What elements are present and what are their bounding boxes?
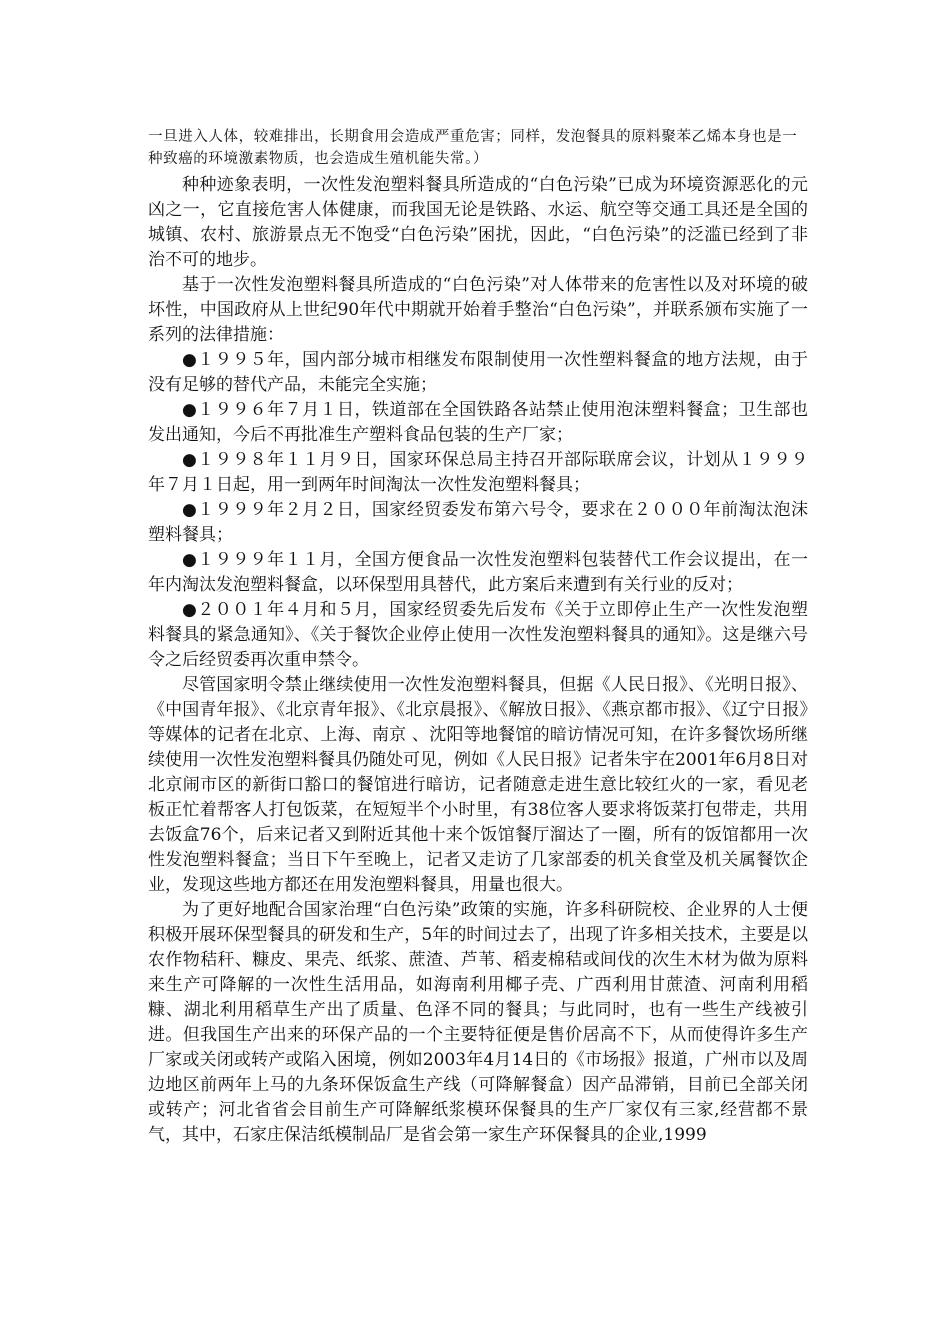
footnote-continuation: 一旦进入人体，较难排出，长期食用会造成严重危害；同样，发泡餐具的原料聚苯乙烯本身也是一种致癌的环境激素物质，也会造成生殖机能失常。） <box>148 129 798 167</box>
list-item: ●１９９９年１１月，全国方便食品一次性发泡塑料包装替代工作会议提出，在一年内淘汰发泡塑料餐盒，以环保型用具替代，此方案后来遭到有关行业的反对； <box>148 550 808 595</box>
list-item: ●２００１年４月和５月，国家经贸委先后发布《关于立即停止生产一次性发泡塑料餐具的紧急通知》、《关于餐饮企业停止使用一次性发泡塑料餐具的通知》。这是继六号令之后经贸委再次重申禁令。 <box>148 600 808 670</box>
paragraph-eco-tableware: 为了更好地配合国家治理“白色污染”政策的实施，许多科研院校、企业界的人士便积极开展环保型餐具的研发和生产，5年的时间过去了，出现了许多相关技术，主要是以农作物秸秆、糠皮、果壳、纸浆、蔗渣、芦苇、稻麦棉秸或间伐的次生木材为做为原料来生产可降解的一次性生活用品，如海南利用椰子壳、广西利用甘蔗渣、河南利用稻糠、湖北利用稻草生产出了质量、色泽不同的餐具；与此同时，也有一些生产线被引进。但我国生产出来的环保产品的一个主要特征便是售价居高不下，从而使得许多生产厂家或关闭或转产或陷入困境，例如2003年4月14日的《市场报》报道，广州市以及周边地区前两年上马的九条环保饭盒生产线（可降解餐盒）因产品滞销，目前已全部关闭或转产；河北省省会目前生产可降解纸浆模环保餐具的生产厂家仅有三家,经营都不景气，其中，石家庄保洁纸模制品厂是省会第一家生产环保餐具的企业,1999 <box>148 900 808 1145</box>
list-item: ●１９９８年１１月９日，国家环保总局主持召开部际联席会议，计划从１９９９年７月１日起，用一到两年时间淘汰一次性发泡塑料餐具； <box>148 450 808 495</box>
list-item: ●１９９９年２月２日，国家经贸委发布第六号令，要求在２０００年前淘汰泡沫塑料餐具； <box>148 500 808 545</box>
list-item: ●１９９６年７月１日，铁道部在全国铁路各站禁止使用泡沫塑料餐盒；卫生部也发出通知，今后不再批准生产塑料食品包装的生产厂家； <box>148 400 808 445</box>
paragraph-media-reports: 尽管国家明令禁止继续使用一次性发泡塑料餐具，但据《人民日报》、《光明日报》、《中国青年报》、《北京青年报》、《北京晨报》、《解放日报》、《燕京都市报》、《辽宁日报》等媒体的记者在北京、上海、南京 、沈阳等地餐馆的暗访情况可知，在许多餐饮场所继续使用一次性发泡塑料餐具仍随处可见，例如《人民日报》记者朱宇在2001年6月8日对北京闹市区的新街口豁口的餐馆进行暗访，记者随意走进生意比较红火的一家，看见老板正忙着帮客人打包饭菜，在短短半个小时里，有38位客人要求将饭菜打包带走，共用去饭盒76个，后来记者又到附近其他十来个饭馆餐厅溜达了一圈，所有的饭馆都用一次性发泡塑料餐盒；当日下午至晚上，记者又走访了几家部委的机关食堂及机关属餐饮企业，发现这些地方都还在用发泡塑料餐具，用量也很大。 <box>148 675 808 895</box>
document-page <box>148 126 808 1148</box>
paragraph-white-pollution: 种种迹象表明，一次性发泡塑料餐具所造成的“白色污染”已成为环境资源恶化的元凶之一，它直接危害人体健康，而我国无论是铁路、水运、航空等交通工具还是全国的城镇、农村、旅游景点无不饱受“白色污染”困扰，因此，“白色污染”的泛滥已经到了非治不可的地步。 <box>148 175 808 270</box>
paragraph-government-measures: 基于一次性发泡塑料餐具所造成的“白色污染”对人体带来的危害性以及对环境的破坏性，中国政府从上世纪90年代中期就开始着手整治“白色污染”，并联系颁布实施了一系列的法律措施： <box>148 275 808 345</box>
list-item: ●１９９５年，国内部分城市相继发布限制使用一次性塑料餐盒的地方法规，由于没有足够的替代产品，未能完全实施； <box>148 350 808 395</box>
